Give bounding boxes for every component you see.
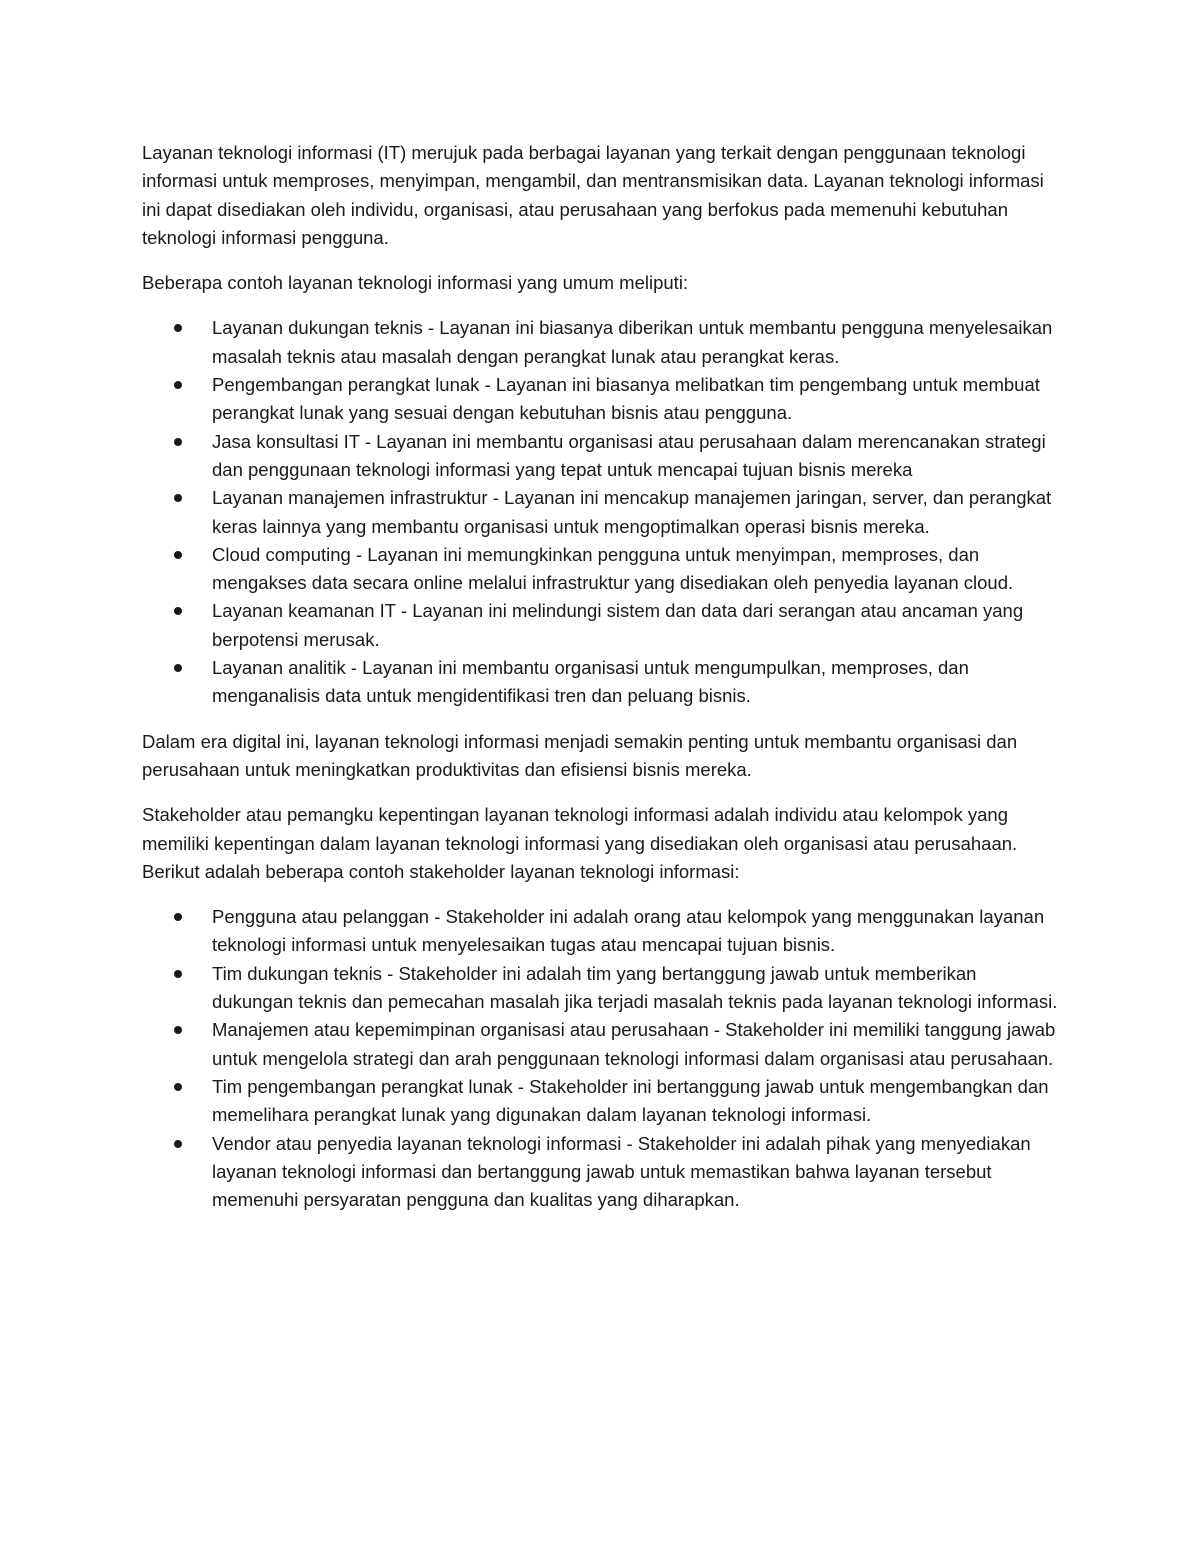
list-item	[142, 484, 1062, 541]
bullet-icon	[174, 324, 182, 332]
list-item	[142, 1130, 1062, 1215]
bullet-icon	[174, 1140, 182, 1148]
list-item	[142, 541, 1062, 598]
list-item-text: Layanan dukungan teknis - Layanan ini biasanya diberikan untuk membantu pengguna menyelesaikan masalah teknis atau masalah dengan perangkat lunak atau perangkat keras.	[212, 317, 1053, 367]
list-item-text: Cloud computing - Layanan ini memungkinkan pengguna untuk menyimpan, memproses, dan mengakses data secara online melalui infrastruktur yang disediakan oleh penyedia layanan cloud.	[212, 543, 1014, 594]
list-item	[142, 314, 1062, 371]
list-item-text: Vendor atau penyedia layanan teknologi informasi - Stakeholder ini adalah pihak yang menyediakan layanan teknologi informasi dan bertanggung jawab untuk memastikan bahwa layanan tersebut memenuhi persyaratan pengguna dan kualitas yang diharapkan.	[212, 1132, 1031, 1211]
intro-paragraph: Layanan teknologi informasi (IT) merujuk pada berbagai layanan yang terkait dengan penggunaan teknologi informasi untuk memproses, menyimpan, mengambil, dan mentransmisikan data. Layanan teknologi informasi ini dapat disediakan oleh individu, organisasi, atau perusahaan yang berfokus pada memenuhi kebutuhan teknologi informasi pengguna.	[142, 142, 1044, 248]
list-item	[142, 1073, 1062, 1130]
list-item	[142, 428, 1062, 485]
list-item-text: Tim pengembangan perangkat lunak - Stakeholder ini bertanggung jawab untuk mengembangkan dan memelihara perangkat lunak yang digunakan dalam layanan teknologi informasi.	[212, 1075, 1049, 1126]
digital-era-paragraph: Dalam era digital ini, layanan teknologi informasi menjadi semakin penting untuk membantu organisasi dan perusahaan untuk meningkatkan produktivitas dan efisiensi bisnis mereka.	[142, 730, 1018, 780]
list-item	[142, 960, 1062, 1017]
list-item-text: Pengguna atau pelanggan - Stakeholder ini adalah orang atau kelompok yang menggunakan layanan teknologi informasi untuk menyelesaikan tugas atau mencapai tujuan bisnis.	[212, 906, 1045, 956]
bullet-icon	[174, 970, 182, 978]
bullet-icon	[174, 1083, 182, 1091]
list-item-text: Tim dukungan teknis - Stakeholder ini adalah tim yang bertanggung jawab untuk memberikan dukungan teknis dan pemecahan masalah jika terjadi masalah teknis pada layanan teknologi informasi.	[212, 962, 1058, 1013]
document-body	[142, 139, 1062, 1231]
list-item	[142, 1016, 1062, 1073]
list-item	[142, 654, 1062, 711]
bullet-icon	[174, 381, 182, 389]
list-item-text: Manajemen atau kepemimpinan organisasi atau perusahaan - Stakeholder ini memiliki tanggung jawab untuk mengelola strategi dan arah penggunaan teknologi informasi dalam organisasi atau perusahaan.	[212, 1019, 1056, 1069]
list-item-text: Jasa konsultasi IT - Layanan ini membantu organisasi atau perusahaan dalam merencanakan strategi dan penggunaan teknologi informasi yang tepat untuk mencapai tujuan bisnis mereka	[212, 430, 1046, 480]
stakeholder-intro: Stakeholder atau pemangku kepentingan layanan teknologi informasi adalah individu atau kelompok yang memiliki kepentingan dalam layanan teknologi informasi yang disediakan oleh organisasi atau perusahaan. Berikut adalah beberapa contoh stakeholder layanan teknologi informasi:	[142, 804, 1018, 882]
list-item-text: Layanan manajemen infrastruktur - Layanan ini mencakup manajemen jaringan, server, dan perangkat keras lainnya yang membantu organisasi untuk mengoptimalkan operasi bisnis mereka.	[212, 487, 1052, 537]
bullet-icon	[174, 494, 182, 502]
examples-intro: Beberapa contoh layanan teknologi informasi yang umum meliputi:	[142, 272, 689, 294]
list-item	[142, 903, 1062, 960]
stakeholders-list	[142, 903, 1062, 1214]
list-item-text: Layanan analitik - Layanan ini membantu organisasi untuk mengumpulkan, memproses, dan menganalisis data untuk mengidentifikasi tren dan peluang bisnis.	[212, 657, 969, 707]
list-item-text: Pengembangan perangkat lunak - Layanan ini biasanya melibatkan tim pengembang untuk membuat perangkat lunak yang sesuai dengan kebutuhan bisnis atau pengguna.	[212, 374, 1040, 424]
bullet-icon	[174, 664, 182, 672]
bullet-icon	[174, 551, 182, 559]
list-item	[142, 371, 1062, 428]
bullet-icon	[174, 1026, 182, 1034]
list-item-text: Layanan keamanan IT - Layanan ini melindungi sistem dan data dari serangan atau ancaman yang berpotensi merusak.	[212, 600, 1024, 650]
services-list	[142, 314, 1062, 710]
bullet-icon	[174, 913, 182, 921]
list-item	[142, 597, 1062, 654]
bullet-icon	[174, 438, 182, 446]
bullet-icon	[174, 607, 182, 615]
